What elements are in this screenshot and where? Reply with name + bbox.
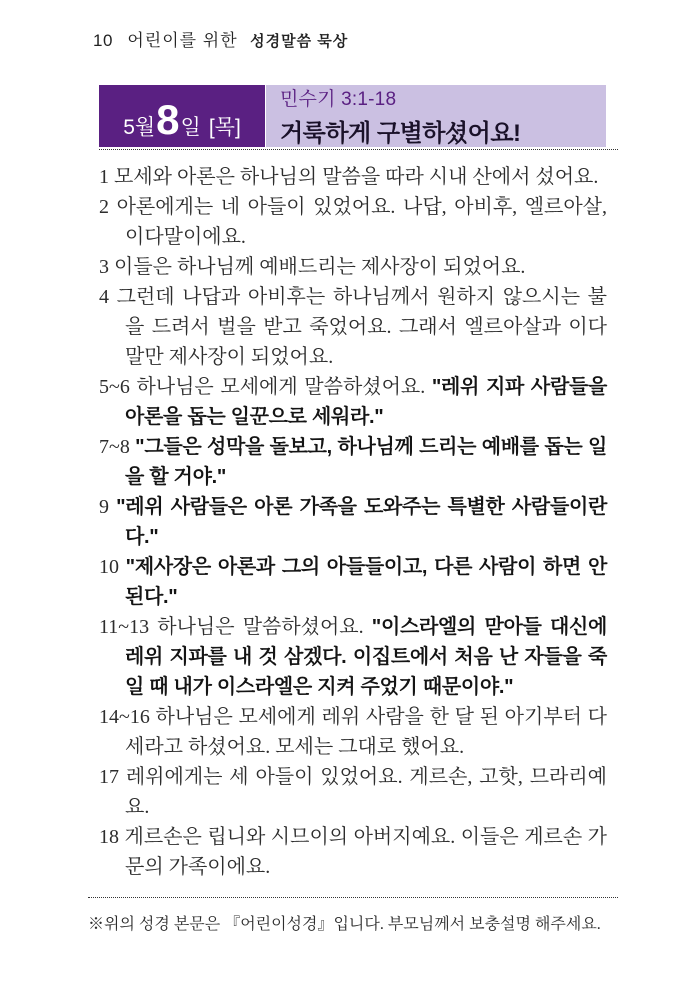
- verse-text-segment: 하나님은 말씀하셨어요.: [157, 616, 372, 638]
- verse-text-segment: 레위에게는 세 아들이 있었어요. 게르손, 고핫, 므라리예요.: [125, 766, 608, 818]
- date-weekday: [목]: [208, 116, 241, 139]
- date-line: [123, 88, 241, 144]
- book-title-secondary: 성경말씀 묵상: [250, 33, 349, 50]
- dotted-separator-bottom: [88, 897, 618, 898]
- date-day-label: 일: [180, 116, 201, 139]
- running-header: [93, 26, 348, 51]
- verse-text-segment: 하나님은 모세에게 말씀하셨어요.: [136, 376, 432, 398]
- verse-number: 4: [99, 286, 109, 308]
- dotted-separator-top: [99, 149, 618, 150]
- date-day: 8: [156, 96, 180, 143]
- verse-text-segment: 모세와 아론은 하나님의 말씀을 따라 시내 산에서 섰어요.: [114, 166, 599, 188]
- verse-number: 14~16: [99, 706, 150, 728]
- verse-row: [99, 282, 607, 372]
- verse-row: [99, 492, 607, 552]
- verse-text-segment: 게르손은 립니와 시므이의 아버지예요. 이들은 게르손 가문의 가족이에요.: [124, 826, 607, 878]
- passage-reference: 민수기 3:1-18: [280, 89, 397, 110]
- verse-number: 10: [99, 556, 119, 578]
- verse-number: 5~6: [99, 376, 130, 398]
- verse-text-segment: "그들은 성막을 돌보고, 하나님께 드리는 예배를 돕는 일을 할 거야.": [125, 436, 607, 488]
- verse-text-segment: "이스라엘의 맏아들 대신에 레위 지파를 내 것 삼겠다. 이집트에서 처음 난 자들을 죽일 때 내가 이스라엘은 지켜 주었기 때문이야.": [125, 616, 608, 698]
- verse-text-segment: "제사장은 아론과 그의 아들들이고, 다른 사람이 하면 안 된다.": [125, 556, 607, 608]
- verse-number: 11~13: [99, 616, 150, 638]
- verse-row: [99, 552, 607, 612]
- verse-row: [99, 192, 607, 252]
- verse-text-segment: 이들은 하나님께 예배드리는 제사장이 되었어요.: [114, 256, 526, 278]
- devotional-header-banner: [99, 85, 606, 147]
- page-number: 10: [93, 31, 113, 50]
- verse-text-segment: 그런데 나답과 아비후는 하나님께서 원하지 않으시는 불을 드려서 벌을 받고 죽었어요. 그래서 엘르아살과 이다말만 제사장이 되었어요.: [116, 286, 607, 368]
- verse-row: [99, 612, 607, 702]
- book-title-primary: 어린이를 위한: [127, 31, 238, 50]
- verse-number: 1: [99, 166, 109, 188]
- passage-title: 거룩하게 구별하셨어요!: [280, 120, 521, 147]
- verse-row: [99, 372, 607, 432]
- verse-text-segment: "레위 지파 사람들을 아론을 돕는 일꾼으로 세워라.": [125, 376, 608, 428]
- verse-number: 9: [99, 496, 109, 518]
- verse-row: [99, 252, 607, 282]
- passage-box: [266, 85, 606, 147]
- verse-number: 18: [99, 826, 119, 848]
- verse-text-segment: 아론에게는 네 아들이 있었어요. 나답, 아비후, 엘르아살, 이다말이에요.: [116, 196, 608, 248]
- verse-row: [99, 822, 607, 882]
- scripture-body: [99, 162, 607, 882]
- verse-text-segment: 하나님은 모세에게 레위 사람을 한 달 된 아기부터 다 세라고 하셨어요. 모세는 그대로 했어요.: [125, 706, 607, 758]
- date-month: 5월: [123, 116, 156, 139]
- verse-row: [99, 762, 607, 822]
- verse-row: [99, 162, 607, 192]
- verse-number: 17: [99, 766, 119, 788]
- verse-row: [99, 702, 607, 762]
- verse-text-segment: "레위 사람들은 아론 가족을 도와주는 특별한 사람들이란다.": [116, 496, 608, 548]
- verse-number: 7~8: [99, 436, 130, 458]
- verse-number: 3: [99, 256, 109, 278]
- verse-number: 2: [99, 196, 109, 218]
- footnote: ※위의 성경 본문은 『어린이성경』입니다. 부모님께서 보충설명 해주세요.: [88, 916, 601, 933]
- verse-row: [99, 432, 607, 492]
- date-box: [99, 85, 265, 147]
